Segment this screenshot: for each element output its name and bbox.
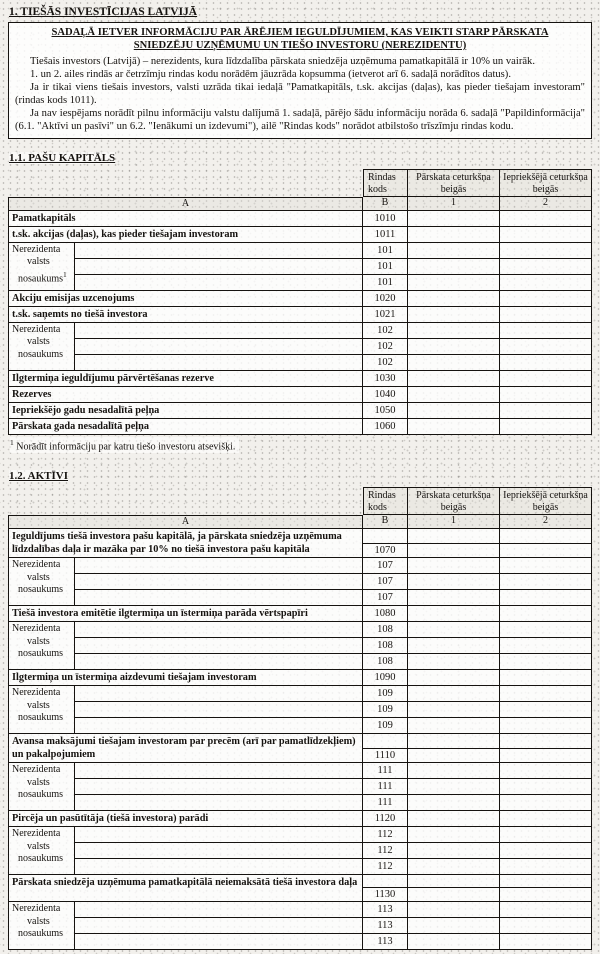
country-label	[8, 243, 75, 291]
col-header-current-quarter: Pārskata ceturkšņa beigās	[408, 169, 500, 197]
row-code: 1011	[363, 227, 408, 243]
country-name-cell[interactable]	[75, 795, 363, 811]
col-header-rindas-kods: Rindas kods	[363, 169, 408, 197]
value-cell-previous[interactable]	[500, 307, 592, 323]
value-cell-current[interactable]	[408, 918, 500, 934]
value-cell-previous[interactable]	[500, 275, 592, 291]
country-name-cell[interactable]	[75, 243, 363, 259]
country-name-cell[interactable]	[75, 339, 363, 355]
value-cell-previous[interactable]	[500, 718, 592, 734]
value-cell-current[interactable]	[408, 686, 500, 702]
country-label-line2: valsts	[27, 915, 50, 927]
value-cell-previous[interactable]	[500, 291, 592, 307]
row-label: t.sk. saņemts no tiešā investora	[8, 307, 363, 323]
table-pasu-kapitals	[8, 169, 592, 435]
country-label-line2: valsts	[27, 699, 50, 711]
value-cell-current[interactable]	[408, 843, 500, 859]
country-name-cell[interactable]	[75, 259, 363, 275]
value-cell-current[interactable]	[408, 827, 500, 843]
country-name-cell[interactable]	[75, 827, 363, 843]
country-label-line3: nosaukums$^1$	[18, 269, 67, 284]
col-number-2: 2	[500, 197, 592, 211]
value-cell-current[interactable]	[408, 307, 500, 323]
country-code: 107	[363, 558, 408, 574]
country-label-line2: valsts	[27, 840, 50, 852]
value-cell-previous[interactable]	[500, 227, 592, 243]
value-cell-current[interactable]	[408, 371, 500, 387]
value-cell-current[interactable]	[408, 654, 500, 670]
country-code: 107	[363, 590, 408, 606]
value-cell-current[interactable]	[408, 638, 500, 654]
section-title-pasu-kapitals: 1.1. PAŠU KAPITĀLS	[9, 152, 116, 164]
value-cell-current[interactable]	[408, 291, 500, 307]
country-code: 111	[363, 763, 408, 779]
row-label: Ieguldījums tiešā investora pašu kapitālā, ja pārskata sniedzēja uzņēmuma līdzdalības daļa ir mazāka par 10% no tiešā investora pašu kapitāla	[8, 529, 363, 558]
value-cell-current[interactable]	[408, 355, 500, 371]
country-code: 111	[363, 795, 408, 811]
header-blank-area	[8, 487, 363, 515]
row-code: 1120	[363, 811, 408, 827]
intro-paragraph: Ja ir tikai viens tiešais investors, valsti uzrāda tikai iedaļā "Pamatkapitāls, t.sk. akcijas (daļas), kas pieder tiešajam investoram" (rindas kods 1011).	[15, 82, 585, 106]
value-cell-previous[interactable]	[500, 211, 592, 227]
row-label: Rezerves	[8, 387, 363, 403]
country-label-line3: nosaukums	[18, 927, 63, 939]
country-label	[8, 686, 75, 734]
country-code: 112	[363, 859, 408, 875]
country-code: 101	[363, 259, 408, 275]
value-cell-previous[interactable]	[500, 371, 592, 387]
value-cell-previous[interactable]	[500, 734, 592, 763]
country-label-line2: valsts	[27, 336, 50, 348]
col-letter-b: B	[363, 515, 408, 529]
value-cell-current[interactable]	[408, 243, 500, 259]
country-label	[8, 902, 75, 950]
country-label-line1: Nerezidenta	[12, 828, 61, 840]
row-code: 1030	[363, 371, 408, 387]
country-label	[8, 558, 75, 606]
country-label	[8, 763, 75, 811]
value-cell-current[interactable]	[408, 902, 500, 918]
value-cell-current[interactable]	[408, 859, 500, 875]
col-header-rindas-kods: Rindas kods	[363, 487, 408, 515]
country-code: 102	[363, 339, 408, 355]
row-label: Iepriekšējo gadu nesadalītā peļņa	[8, 403, 363, 419]
country-label	[8, 622, 75, 670]
section-title-aktivi: 1.2. AKTĪVI	[9, 470, 68, 483]
row-code: 1021	[363, 307, 408, 323]
country-label-line1: Nerezidenta	[12, 324, 61, 335]
section-heading-line1: SADAĻĀ IETVER INFORMĀCIJU PAR ĀRĒJIEM IEGULDĪJUMIEM, KAS VEIKTI STARP PĀRSKATA	[51, 27, 549, 38]
row-label: Pārskata gada nesadalītā peļņa	[8, 419, 363, 435]
country-code: 101	[363, 243, 408, 259]
col-number-1: 1	[408, 515, 500, 529]
value-cell-previous[interactable]	[500, 902, 592, 918]
intro-box	[8, 22, 592, 139]
value-cell-previous[interactable]	[500, 403, 592, 419]
value-cell-previous[interactable]	[500, 934, 592, 950]
value-cell-previous[interactable]	[500, 590, 592, 606]
country-label-line1: Nerezidenta	[12, 623, 61, 635]
value-cell-previous[interactable]	[500, 259, 592, 275]
value-cell-current[interactable]	[408, 227, 500, 243]
value-cell-previous[interactable]	[500, 387, 592, 403]
value-cell-previous[interactable]	[500, 606, 592, 622]
country-label-line2: valsts	[27, 776, 50, 788]
section-gap	[8, 454, 592, 464]
country-name-cell[interactable]	[75, 843, 363, 859]
country-name-cell[interactable]	[75, 654, 363, 670]
row-label: Akciju emisijas uzcenojums	[8, 291, 363, 307]
country-name-cell[interactable]	[75, 859, 363, 875]
value-cell-previous[interactable]	[500, 686, 592, 702]
value-cell-current[interactable]	[408, 323, 500, 339]
value-cell-current[interactable]	[408, 558, 500, 574]
row-code: 1070	[363, 529, 408, 558]
country-name-cell[interactable]	[75, 718, 363, 734]
country-code: 107	[363, 574, 408, 590]
col-header-previous-quarter: Iepriekšējā ceturkšņa beigās	[500, 487, 592, 515]
value-cell-current[interactable]	[408, 606, 500, 622]
country-label-line3: nosaukums	[18, 647, 63, 659]
row-label: Avansa maksājumi tiešajam investoram par precēm (arī par pamatlīdzekļiem) un pakalpojumiem	[8, 734, 363, 763]
row-code: 1130	[363, 875, 408, 902]
value-cell-current[interactable]	[408, 779, 500, 795]
country-label	[8, 827, 75, 875]
table-aktivi	[8, 487, 592, 950]
row-code: 1060	[363, 419, 408, 435]
country-code: 109	[363, 686, 408, 702]
value-cell-previous[interactable]	[500, 827, 592, 843]
row-label: Tiešā investora emitētie ilgtermiņa un īstermiņa parāda vērtspapīri	[8, 606, 363, 622]
country-name-cell[interactable]	[75, 590, 363, 606]
country-label-line1: Nerezidenta	[12, 764, 61, 776]
country-name-cell[interactable]	[75, 323, 363, 339]
country-name-cell[interactable]	[75, 275, 363, 291]
col-letter-a: A	[8, 515, 363, 529]
country-label-line2: valsts	[27, 571, 50, 583]
country-label	[8, 323, 75, 371]
value-cell-current[interactable]	[408, 811, 500, 827]
intro-paragraph: Ja nav iespējams norādīt pilnu informāciju valstu dalījumā 1. sadaļā, pārējo šādu informāciju norāda 6. sadaļā "Papildinformācija" (6.1. "Aktīvi un pasīvi" un 6.2. "Ienākumi un izdevumi"), ailē "Rindas kods" norādot atbilstošo trīszīmju rindas kodu.	[15, 108, 585, 132]
value-cell-previous[interactable]	[500, 339, 592, 355]
col-letter-b: B	[363, 197, 408, 211]
value-cell-current[interactable]	[408, 670, 500, 686]
value-cell-previous[interactable]	[500, 323, 592, 339]
country-label-line1: Nerezidenta	[12, 244, 61, 255]
value-cell-previous[interactable]	[500, 670, 592, 686]
value-cell-current[interactable]	[408, 259, 500, 275]
value-cell-previous[interactable]	[500, 529, 592, 558]
country-label-line3: nosaukums	[18, 788, 63, 800]
country-label-line2: valsts	[27, 635, 50, 647]
row-label: Pārskata sniedzēja uzņēmuma pamatkapitālā neiemaksātā tiešā investora daļa	[8, 875, 363, 902]
col-number-1: 1	[408, 197, 500, 211]
value-cell-previous[interactable]	[500, 574, 592, 590]
row-code: 1040	[363, 387, 408, 403]
value-cell-current[interactable]	[408, 403, 500, 419]
value-cell-current[interactable]	[408, 339, 500, 355]
value-cell-current[interactable]	[408, 590, 500, 606]
footnote-text: Norādīt informāciju par katru tiešo investoru atsevišķi.	[16, 441, 236, 453]
value-cell-previous[interactable]	[500, 654, 592, 670]
country-name-cell[interactable]	[75, 902, 363, 918]
value-cell-previous[interactable]	[500, 763, 592, 779]
country-label-line3: nosaukums	[18, 583, 63, 595]
row-code: 1020	[363, 291, 408, 307]
section-heading-line2: SNIEDZĒJU UZŅĒMUMU UN TIEŠO INVESTORU (NEREZIDENTU)	[133, 40, 467, 51]
value-cell-previous[interactable]	[500, 811, 592, 827]
country-name-cell[interactable]	[75, 702, 363, 718]
value-cell-current[interactable]	[408, 419, 500, 435]
col-header-current-quarter: Pārskata ceturkšņa beigās	[408, 487, 500, 515]
value-cell-current[interactable]	[408, 795, 500, 811]
country-code: 101	[363, 275, 408, 291]
country-name-cell[interactable]	[75, 558, 363, 574]
row-label: Pamatkapitāls	[8, 211, 363, 227]
value-cell-previous[interactable]	[500, 843, 592, 859]
country-code: 108	[363, 654, 408, 670]
footnote-ref: 1	[63, 269, 67, 279]
value-cell-previous[interactable]	[500, 875, 592, 902]
row-label: Ilgtermiņa un īstermiņa aizdevumi tiešajam investoram	[8, 670, 363, 686]
country-code: 108	[363, 638, 408, 654]
value-cell-current[interactable]	[408, 718, 500, 734]
value-cell-current[interactable]	[408, 702, 500, 718]
country-code: 111	[363, 779, 408, 795]
value-cell-current[interactable]	[408, 387, 500, 403]
row-code: 1050	[363, 403, 408, 419]
header-blank-area	[8, 169, 363, 197]
country-name-cell[interactable]	[75, 574, 363, 590]
country-code: 112	[363, 827, 408, 843]
country-code: 113	[363, 918, 408, 934]
footnote-marker: 1	[10, 438, 14, 447]
value-cell-current[interactable]	[408, 574, 500, 590]
country-name-cell[interactable]	[75, 622, 363, 638]
value-cell-current[interactable]	[408, 875, 500, 902]
value-cell-current[interactable]	[408, 529, 500, 558]
country-code: 109	[363, 702, 408, 718]
country-name-cell[interactable]	[75, 638, 363, 654]
row-code: 1080	[363, 606, 408, 622]
country-code: 109	[363, 718, 408, 734]
country-code: 108	[363, 622, 408, 638]
value-cell-previous[interactable]	[500, 243, 592, 259]
section-heading	[15, 26, 585, 52]
country-label-line2: valsts	[27, 256, 50, 268]
footnote	[10, 437, 239, 453]
value-cell-previous[interactable]	[500, 558, 592, 574]
col-number-2: 2	[500, 515, 592, 529]
row-label: Ilgtermiņa ieguldījumu pārvērtēšanas rezerve	[8, 371, 363, 387]
col-header-previous-quarter: Iepriekšējā ceturkšņa beigās	[500, 169, 592, 197]
page-title: 1. TIEŠĀS INVESTĪCIJAS LATVIJĀ	[9, 6, 198, 18]
country-name-cell[interactable]	[75, 934, 363, 950]
value-cell-previous[interactable]	[500, 779, 592, 795]
country-label-line3: nosaukums	[18, 711, 63, 723]
country-name-cell[interactable]	[75, 763, 363, 779]
country-label-line1: Nerezidenta	[12, 559, 61, 571]
country-code: 102	[363, 355, 408, 371]
row-code: 1110	[363, 734, 408, 763]
country-label-line1: Nerezidenta	[12, 687, 61, 699]
country-name-cell[interactable]	[75, 779, 363, 795]
country-name-cell[interactable]	[75, 918, 363, 934]
value-cell-previous[interactable]	[500, 859, 592, 875]
country-label-line3: nosaukums	[18, 852, 63, 864]
row-label: t.sk. akcijas (daļas), kas pieder tiešajam investoram	[8, 227, 363, 243]
value-cell-previous[interactable]	[500, 795, 592, 811]
country-code: 102	[363, 323, 408, 339]
country-label-line3: nosaukums	[18, 348, 63, 360]
value-cell-current[interactable]	[408, 622, 500, 638]
value-cell-current[interactable]	[408, 763, 500, 779]
value-cell-current[interactable]	[408, 934, 500, 950]
row-code: 1010	[363, 211, 408, 227]
country-name-cell[interactable]	[75, 686, 363, 702]
value-cell-current[interactable]	[408, 275, 500, 291]
country-label-line1: Nerezidenta	[12, 903, 61, 915]
value-cell-previous[interactable]	[500, 638, 592, 654]
intro-paragraph: 1. un 2. ailes rindās ar četrzīmju rindas kodu norādēm jāuzrāda kopsumma (ietverot arī 6. sadaļā norādītos datus).	[30, 69, 511, 80]
value-cell-previous[interactable]	[500, 419, 592, 435]
intro-paragraph: Tiešais investors (Latvijā) – nerezidents, kura līdzdalība pārskata sniedzēja uzņēmuma pamatkapitālā ir 10% un vairāk.	[30, 56, 535, 67]
value-cell-previous[interactable]	[500, 355, 592, 371]
row-code: 1090	[363, 670, 408, 686]
value-cell-current[interactable]	[408, 734, 500, 763]
value-cell-previous[interactable]	[500, 622, 592, 638]
value-cell-previous[interactable]	[500, 702, 592, 718]
value-cell-previous[interactable]	[500, 918, 592, 934]
country-code: 113	[363, 934, 408, 950]
value-cell-current[interactable]	[408, 211, 500, 227]
col-letter-a: A	[8, 197, 363, 211]
country-name-cell[interactable]	[75, 355, 363, 371]
country-code: 113	[363, 902, 408, 918]
row-label: Pircēja un pasūtītāja (tiešā investora) parādi	[8, 811, 363, 827]
country-code: 112	[363, 843, 408, 859]
